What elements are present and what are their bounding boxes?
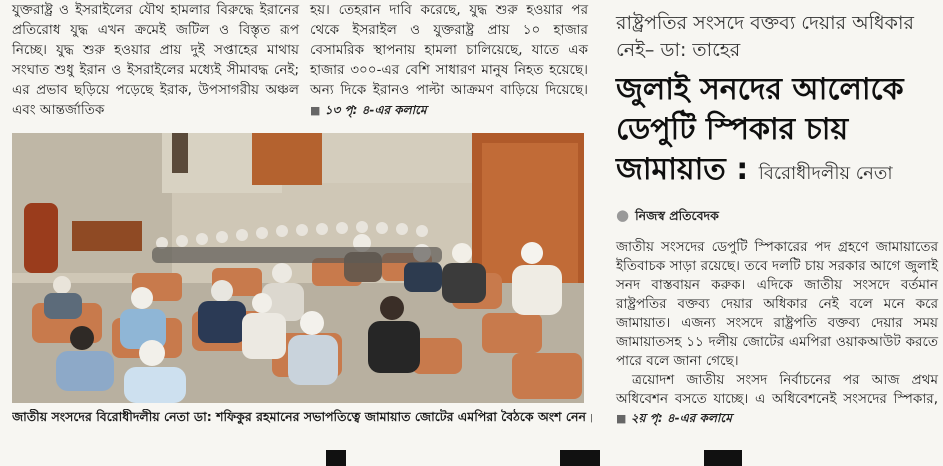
headline-fragment-glyph — [326, 450, 346, 466]
story-body — [616, 238, 938, 428]
bullet-icon: ● — [616, 206, 630, 224]
story-subhead: রাষ্ট্রপতির সংসদে বক্তব্য দেয়ার অধিকার নেই– ডা: তাহের — [616, 12, 914, 61]
photo-credit — [590, 411, 592, 424]
caption-text: জাতীয় সংসদের বিরোধীদলীয় নেতা ডা: শফিকুর রহমানের সভাপতিত্বে জামায়াত জোটের এমপিরা বৈঠকে অংশ নেন — [12, 409, 586, 424]
headline-tail: বিরোধীদলীয় নেতা — [758, 163, 893, 184]
column-1-text: যুক্তরাষ্ট্র ও ইসরাইলের যৌথ হামলার বিরুদ্ধে ইরানের প্রতিরোধ যুদ্ধ এখন ক্রমেই জটিল ও বিস্তৃত রূপ নিচ্ছে। যুদ্ধ শুরু হওয়ার প্রায় দুই সপ্তাহের মাথায় সংঘাত শুধু ইরান ও ইসরাইলের মধ্যেই সীমাবদ্ধ নেই; এর প্রভাব ছড়িয়ে পড়েছে ইরাক, উপসাগরীয় অঞ্চল এবং আন্তর্জাতিক — [12, 2, 299, 118]
article-column-1 — [12, 0, 299, 120]
story-paragraph-2 — [616, 371, 938, 428]
headline-fragment-glyph — [560, 450, 600, 466]
meeting-room-image — [12, 133, 584, 403]
story-paragraph-1: জাতীয় সংসদের ডেপুটি স্পিকারের পদ গ্রহণে জামায়াতের ইতিবাচক সাড়া রয়েছে। তবে দলটি চায় সরকার আগে জুলাই সনদ বাস্তবায়ন করুক। এদিকে জাতীয় সংসদে বর্তমান রাষ্ট্রপতির বক্তব্য দেয়ার অধিকার নেই বলে মনে করে জামায়াত। এজন্য সংসদে রাষ্ট্রপতি বক্তব্য দেয়ার সময় জামায়াতসহ ১১ দলীয় জোটের এমপিরা ওয়াকআউট করতে পারে বলে জানা গেছে। — [616, 239, 938, 369]
story-continuation-reference[interactable]: ২য় পৃ: ৪-এর কলামে — [630, 411, 732, 425]
byline-text: নিজস্ব প্রতিবেদক — [635, 208, 719, 223]
story-headline — [616, 70, 938, 194]
continuation-marker-icon: ■ — [616, 412, 627, 425]
next-headline-fragment — [0, 441, 943, 466]
continuation-reference[interactable]: ১৩ পৃ: ৪-এর কলামে — [324, 103, 427, 117]
byline — [616, 206, 938, 228]
continuation-marker-icon: ■ — [310, 104, 321, 117]
column-2-text: হয়। তেহরান দাবি করেছে, যুদ্ধ শুরু হওয়ার পর থেকে ইসরাইল ও যুক্তরাষ্ট্র প্রায় ১০ হাজার বেসামরিক স্থাপনায় হামলা চালিয়েছে, যাতে এক হাজার ৩০০-এর বেশি সাধারণ মানুষ নিহত হয়েছে। অন্য দিকে ইরানও পাল্টা আক্রমণ বাড়িয়ে দিয়েছে। — [310, 2, 588, 98]
headline-fragment-glyph — [704, 450, 742, 466]
article-column-2 — [310, 0, 588, 121]
news-photo — [12, 133, 584, 403]
column-2-paragraph — [310, 0, 588, 121]
story-paragraph-2-text: ত্রয়োদশ জাতীয় সংসদ নির্বাচনের পর আজ প্রথম অধিবেশন বসতে যাচ্ছে। এ অধিবেশনেই সংসদের স্পিকার, — [616, 372, 938, 407]
lead-story — [616, 0, 938, 428]
headline-text: জুলাই সনদের আলোকে ডেপুটি স্পিকার চায় জামায়াত : — [616, 72, 904, 187]
photo-caption — [12, 409, 592, 429]
